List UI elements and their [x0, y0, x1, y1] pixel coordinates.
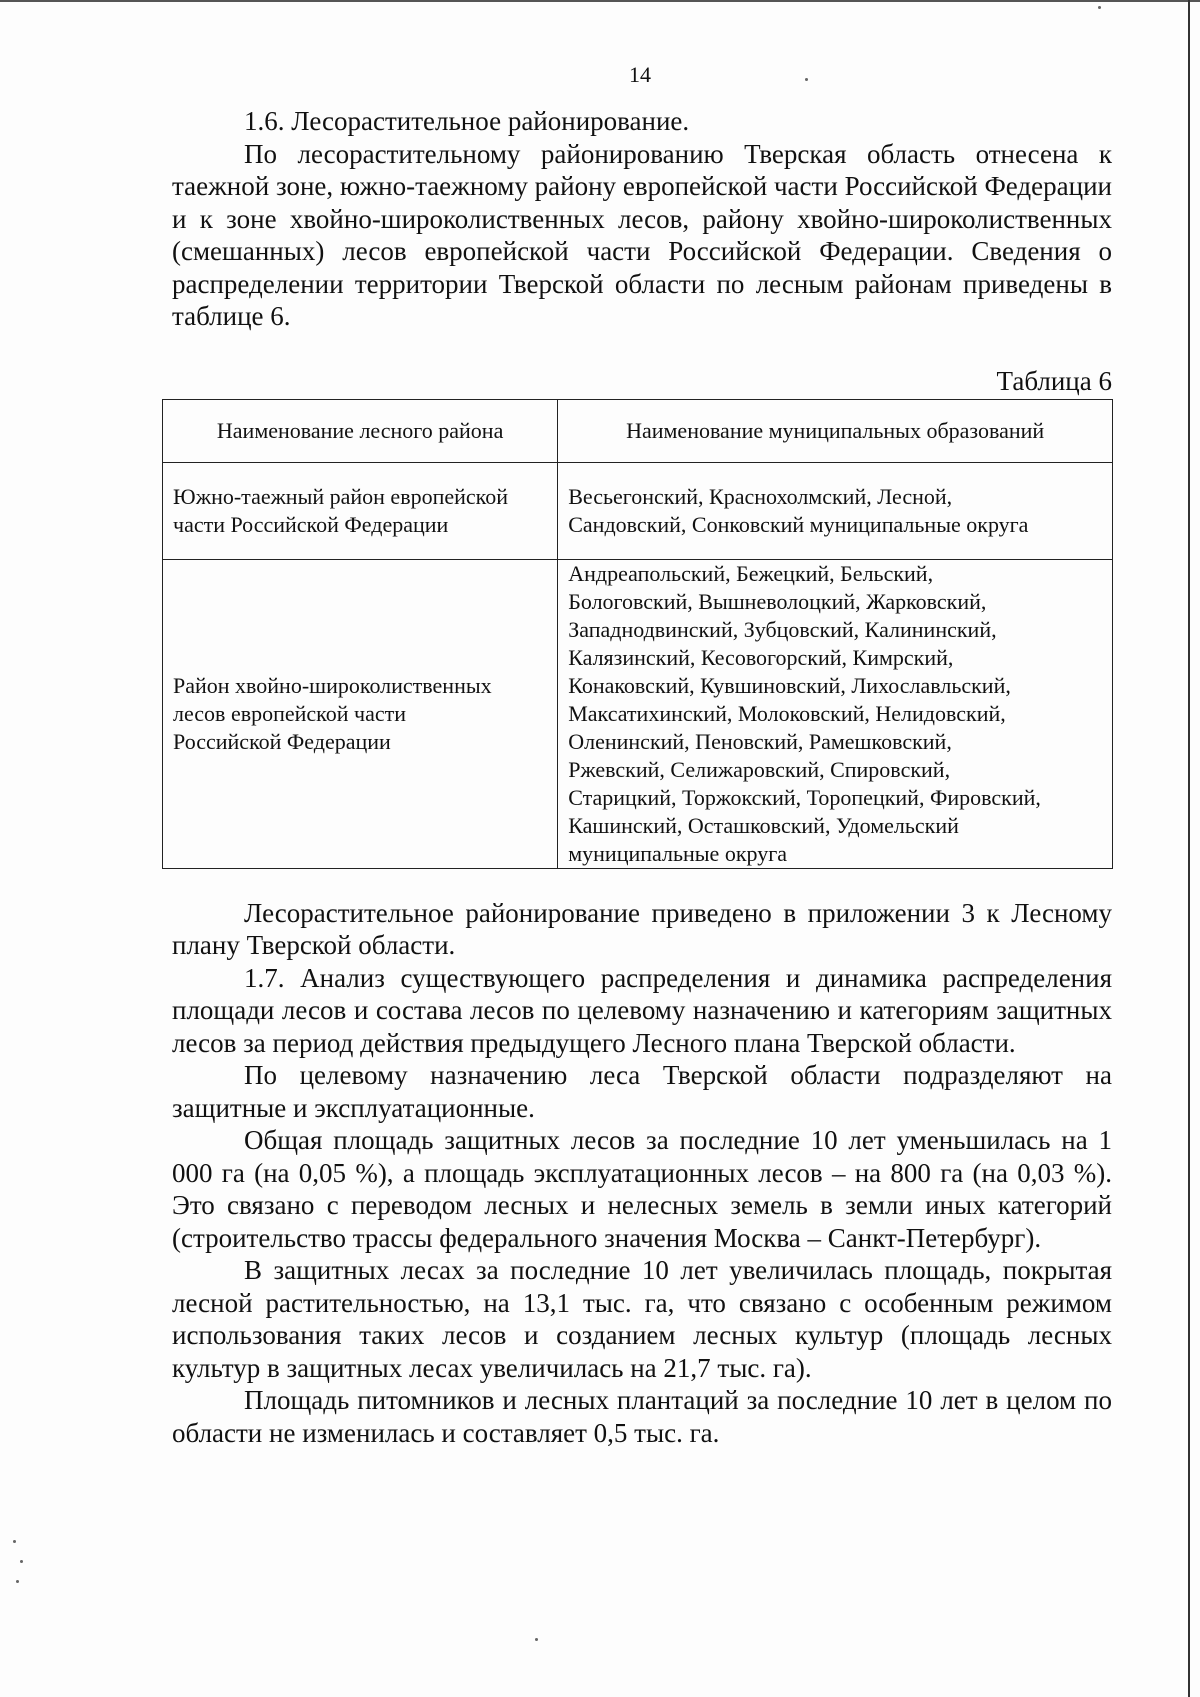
- municipality-line: Весьегонский, Краснохолмский, Лесной,: [568, 483, 953, 509]
- region-line: Район хвойно-широколиственных: [173, 672, 492, 698]
- region-line: части Российской Федерации: [173, 511, 449, 537]
- section-1-7-heading: 1.7. Анализ существующего распределения и динамика распределения площади лесов и состава лесов по целевому назначению и категориям защитных лесов за период действия предыдущего Лесного плана Тверской области.: [172, 962, 1112, 1058]
- scan-speck: [535, 1638, 538, 1641]
- purpose-paragraph: По целевому назначению леса Тверской области подразделяют на защитные и эксплуатационные.: [172, 1060, 1112, 1123]
- zoning-appendix-paragraph: Лесорастительное районирование приведено в приложении 3 к Лесному плану Тверской области.: [172, 897, 1112, 960]
- table-caption: Таблица 6: [996, 365, 1112, 396]
- scan-speck: [20, 1560, 23, 1563]
- municipality-line: Калязинский, Кесовогорский, Кимрский,: [568, 644, 954, 670]
- scan-edge-right: [1188, 0, 1190, 1697]
- region-line: лесов европейской части: [173, 700, 406, 726]
- forest-regions-table: [162, 399, 1113, 869]
- forest-region-cell: [163, 559, 558, 868]
- municipality-line: Конаковский, Кувшиновский, Лихославльский,: [568, 672, 1011, 698]
- scan-edge-top: [0, 0, 1200, 2]
- municipalities-cell: [558, 462, 1113, 559]
- forest-cover-paragraph: В защитных лесах за последние 10 лет увеличилась площадь, покрытая лесной растительностью, на 13,1 тыс. га, что связано с особенным режимом использования таких лесов и созданием лесных культур (площадь лесных культур в защитных лесах увеличилась на 21,7 тыс. га).: [172, 1255, 1112, 1383]
- municipality-line: Старицкий, Торжокский, Торопецкий, Фировский,: [568, 784, 1041, 810]
- municipality-line: Ржевский, Селижаровский, Спировский,: [568, 756, 951, 782]
- municipality-line: Сандовский, Сонковский муниципальные округа: [568, 511, 1029, 537]
- scan-speck: [13, 1540, 16, 1543]
- table-row: [163, 462, 1113, 559]
- document-body: [172, 105, 1112, 1449]
- header-municipalities: Наименование муниципальных образований: [558, 399, 1113, 462]
- scan-speck: [16, 1580, 19, 1583]
- table-header-row: [163, 399, 1113, 462]
- table-row: [163, 559, 1113, 868]
- municipality-line: Оленинский, Пеновский, Рамешковский,: [568, 728, 952, 754]
- municipalities-cell: [558, 559, 1113, 868]
- page-number: 14: [629, 62, 651, 87]
- municipality-line: муниципальные округа: [568, 840, 787, 866]
- municipality-line: Андреапольский, Бежецкий, Бельский,: [568, 560, 934, 586]
- forest-region-cell: [163, 462, 558, 559]
- section-1-6-paragraph: По лесорастительному районированию Тверская область отнесена к таежной зоне, южно-таежному району европейской части Российской Федерации и к зоне хвойно-широколиственных лесов, району хвойно-широколиственных (смешанных) лесов европейской части Российской Федерации. Сведения о распределении территории Тверской области по лесным районам приведены в таблице 6.: [172, 138, 1112, 331]
- header-forest-region: Наименование лесного района: [163, 399, 558, 462]
- scan-speck: [1098, 6, 1101, 9]
- protective-area-paragraph: Общая площадь защитных лесов за последние 10 лет уменьшилась на 1 000 га (на 0,05 %), а площадь эксплуатационных лесов – на 800 га (на 0,03 %). Это связано с переводом лесных и нелесных земель в земли иных категорий (строительство трассы федерального значения Москва – Санкт-Петербург).: [172, 1125, 1112, 1253]
- municipality-line: Западнодвинский, Зубцовский, Калининский,: [568, 616, 997, 642]
- nurseries-paragraph: Площадь питомников и лесных плантаций за последние 10 лет в целом по области не изменилась и составляет 0,5 тыс. га.: [172, 1385, 1112, 1448]
- municipality-line: Бологовский, Вышневолоцкий, Жарковский,: [568, 588, 987, 614]
- municipality-line: Максатихинский, Молоковский, Нелидовский,: [568, 700, 1006, 726]
- scan-speck: [805, 78, 808, 81]
- region-line: Российской Федерации: [173, 728, 391, 754]
- region-line: Южно-таежный район европейской: [173, 483, 509, 509]
- section-1-6-heading: 1.6. Лесорастительное районирование.: [244, 106, 690, 136]
- municipality-line: Кашинский, Осташковский, Удомельский: [568, 812, 959, 838]
